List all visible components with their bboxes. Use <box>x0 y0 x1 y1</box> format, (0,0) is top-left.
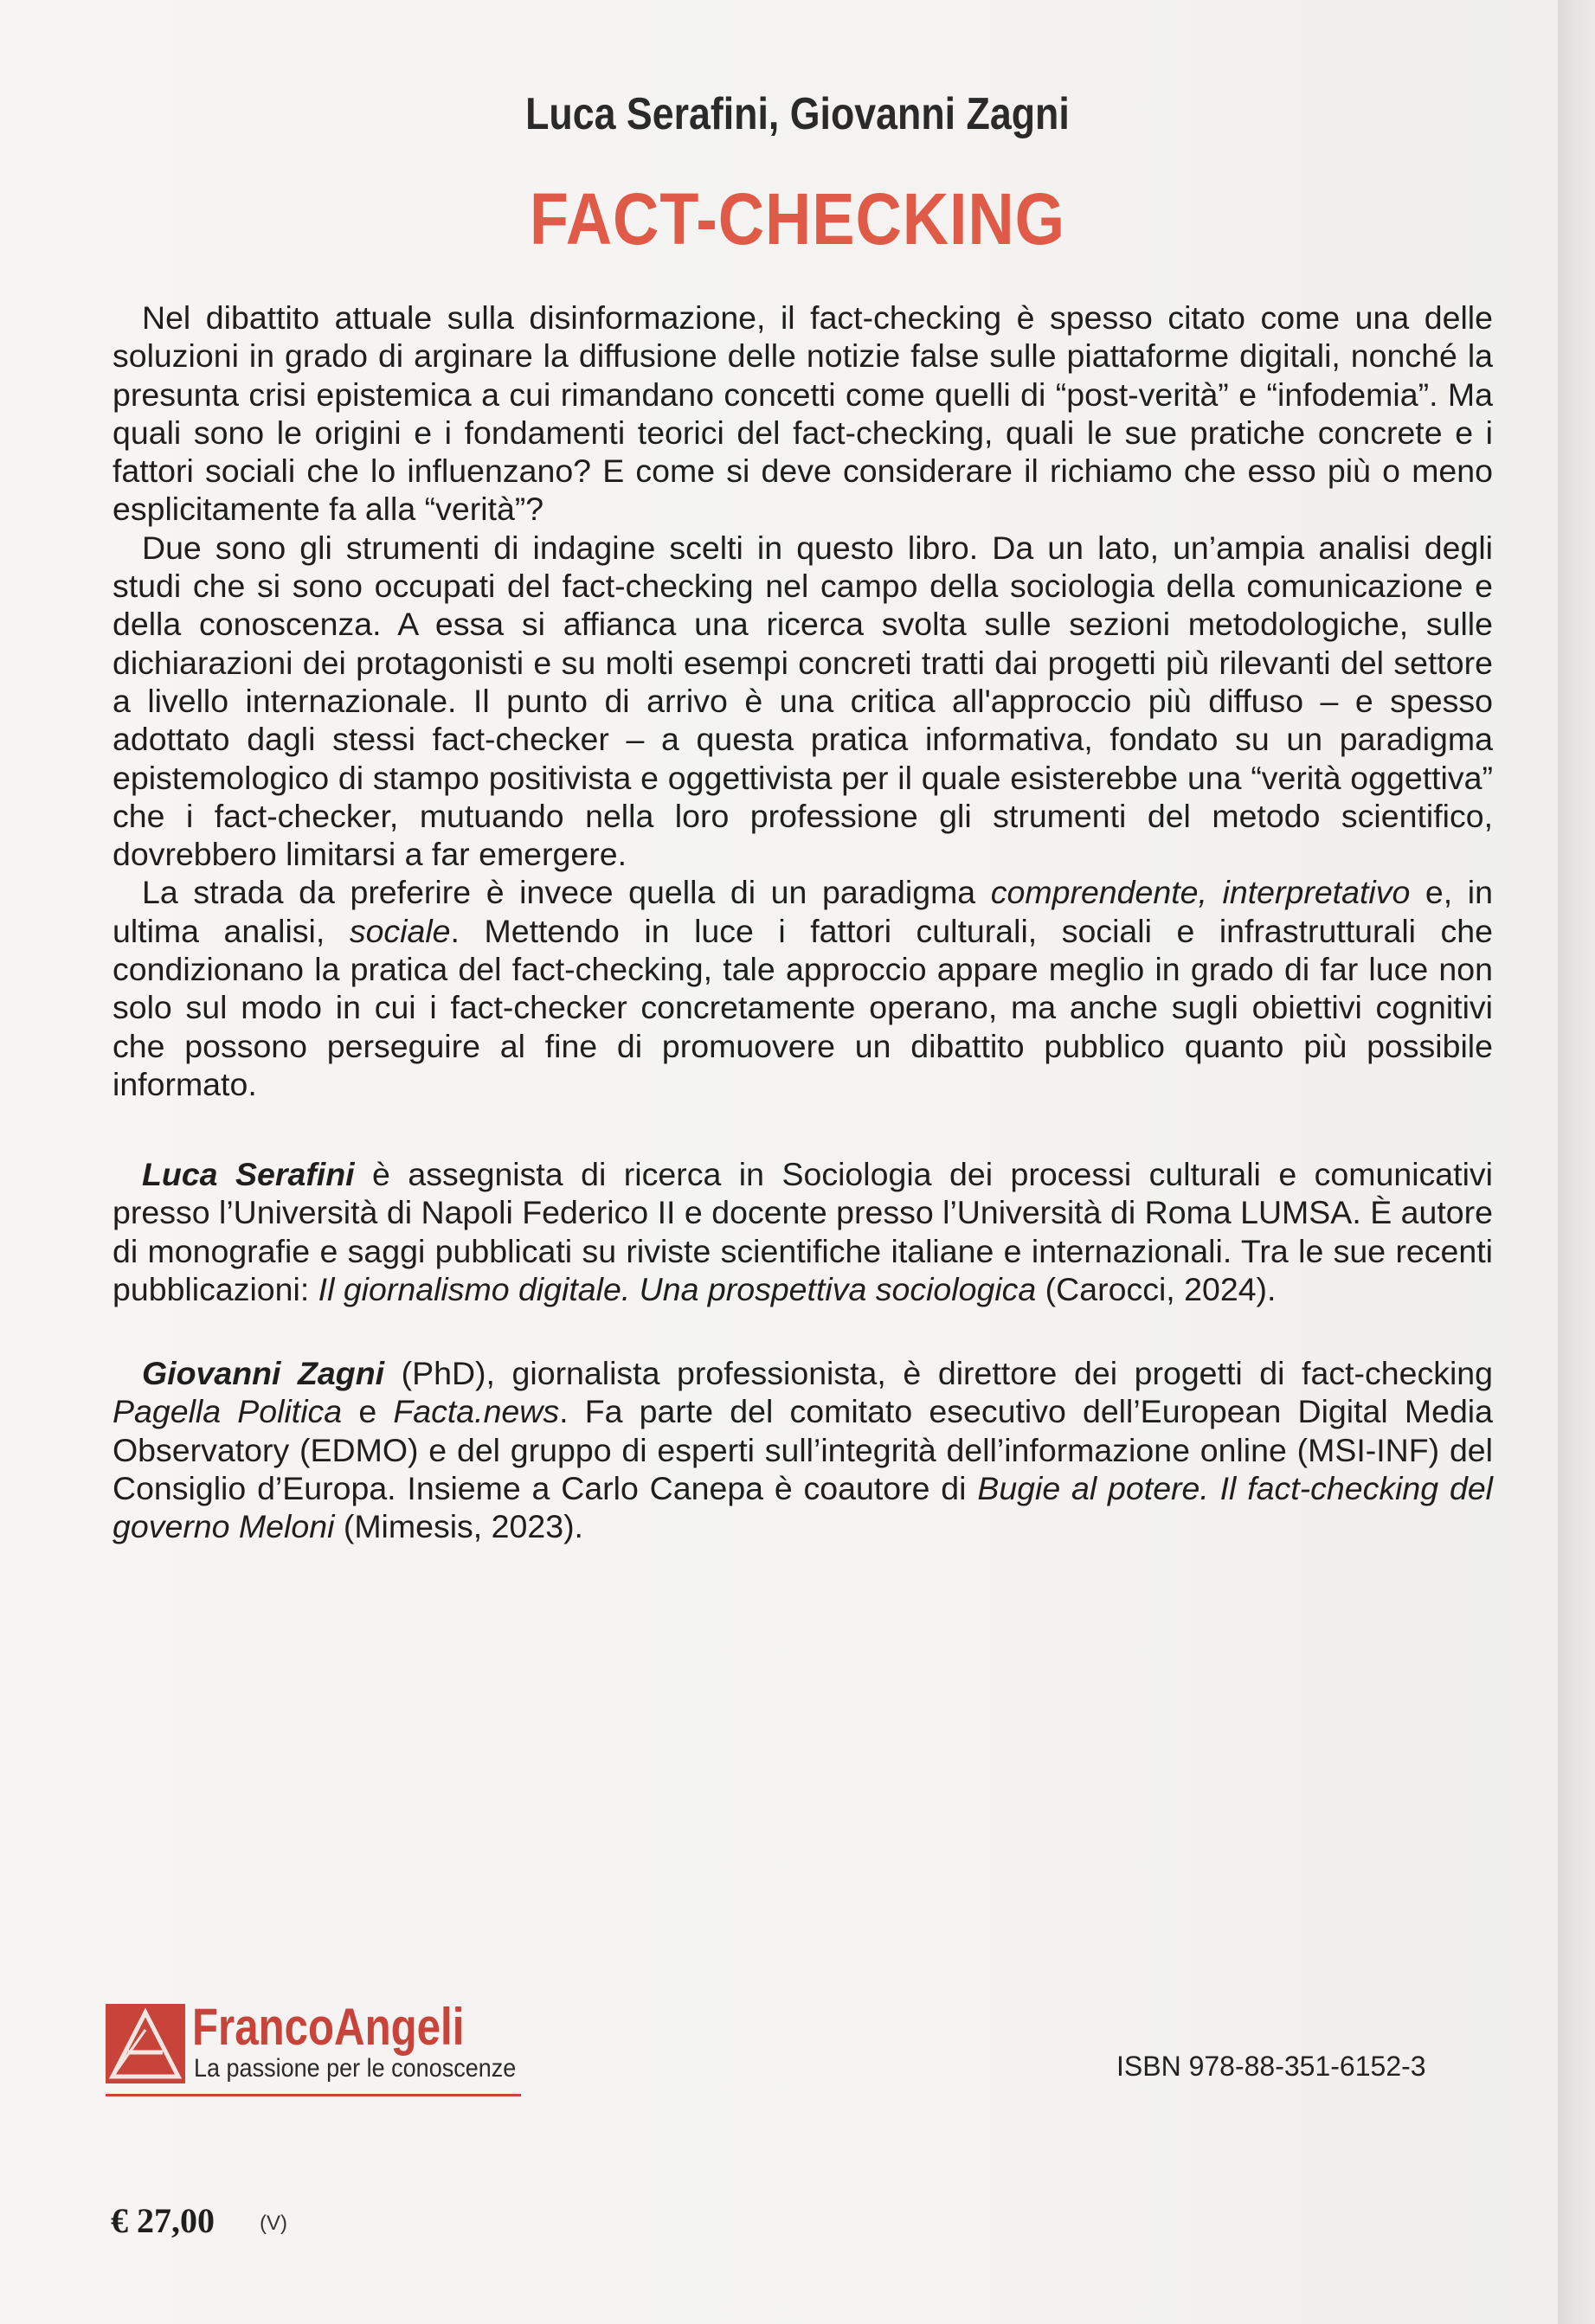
bio-text: è assegnista di ricerca in Sociologia dei processi culturali e comunicativi presso l’Università di Napoli Federico II e docente presso l’Università di Roma LUMSA. È autore di monografie e saggi pubblicati su riviste scientifiche italiane e internazionali. Tra le sue recenti pubblicazioni: <box>113 1156 1493 1307</box>
description-text: e, in ultima analisi, <box>113 874 1493 949</box>
author-bio-zagni <box>113 1354 1493 1545</box>
author-bio-serafini <box>113 1155 1493 1308</box>
bio-text: (Carocci, 2024). <box>1036 1270 1277 1307</box>
project-reference: Pagella Politica <box>113 1393 343 1430</box>
description-text: . Mettendo in luce i fattori culturali, sociali e infrastrutturali che condizionano la pratica del fact-checking, tale approccio appare meglio in grado di far luce non solo sul modo in cui i fact-checker concretamente operano, ma anche sugli obiettivi cognitivi che possono perseguire al fine di promuovere un dibattito pubblico quanto più possibile informato. <box>113 912 1493 1102</box>
publisher-tagline: La passione per le conoscenze <box>194 2054 517 2083</box>
isbn-number: ISBN 978-88-351-6152-3 <box>1116 2051 1426 2082</box>
price-code: (V) <box>260 2212 287 2235</box>
description-paragraph-1: Nel dibattito attuale sulla disinformazione, il fact-checking è spesso citato come una delle soluzioni in grado di arginare la diffusione delle notizie false sulle piattaforme digitali, nonché la presunta crisi epistemica a cui rimandano concetti come quelli di “post-verità” e “infodemia”. Ma quali sono le origini e i fondamenti teorici del fact-checking, quali le sue pratiche concrete e i fattori sociali che lo influenzano? E come si deve considerare il richiamo che esso più o meno esplicitamente fa alla “verità”? <box>113 299 1493 528</box>
publisher-name: FrancoAngeli <box>192 1998 465 2056</box>
publisher-logo <box>106 2000 530 2096</box>
bio-paragraph <box>113 1354 1493 1545</box>
publisher-underline <box>106 2094 521 2096</box>
bio-text: e <box>342 1393 394 1430</box>
project-reference: Facta.news <box>393 1393 560 1430</box>
bio-text: . Fa parte del comitato esecutivo dell’European Digital Media Observatory (EDMO) e del gruppo di esperti sull’integrità dell’informazione online (MSI-INF) del Consiglio d’Europa. Insieme a Carlo Canepa è coautore di <box>113 1393 1493 1506</box>
book-authors: Luca Serafini, Giovanni Zagni <box>525 89 1070 139</box>
publisher-mark-icon <box>106 2004 185 2083</box>
book-reference: Il giornalismo digitale. Una prospettiva sociologica <box>318 1270 1037 1307</box>
bio-text: (PhD), giornalista professionista, è direttore dei progetti di fact-checking <box>384 1355 1493 1391</box>
book-reference: Bugie al potere. Il fact-checking del governo Meloni <box>113 1469 1494 1545</box>
description-paragraph-3 <box>113 873 1493 1103</box>
book-description <box>113 299 1493 1103</box>
description-paragraph-2: Due sono gli strumenti di indagine scelti in questo libro. Da un lato, un’ampia analisi degli studi che si sono occupati del fact-checking nel campo della sociologia della comunicazione e della conoscenza. A essa si affianca una ricerca svolta sulle sezioni metodologiche, sulle dichiarazioni dei protagonisti e su molti esempi concreti tratti dai progetti più rilevanti del settore a livello internazionale. Il punto di arrivo è una critica all'approccio più diffuso – e spesso adottato dagli stessi fact-checker – a questa pratica informativa, fondato su un paradigma epistemologico di stampo positivista e oggettivista per il quale esisterebbe una “verità oggettiva” che i fact-checker, mutuando nella loro professione gli strumenti del metodo scientifico, dovrebbero limitarsi a far emergere. <box>113 529 1493 873</box>
description-emphasis: comprendente, interpretativo <box>990 874 1411 911</box>
book-title: FACT-CHECKING <box>529 178 1066 260</box>
description-emphasis: sociale <box>349 912 451 949</box>
page-edge <box>1558 0 1595 2324</box>
price: € 27,00 <box>111 2201 215 2240</box>
bio-paragraph <box>113 1155 1493 1308</box>
description-text: La strada da preferire è invece quella di un paradigma <box>142 874 991 911</box>
author-name: Giovanni Zagni <box>142 1355 385 1391</box>
author-name: Luca Serafini <box>142 1156 355 1192</box>
bio-text: (Mimesis, 2023). <box>334 1508 583 1545</box>
